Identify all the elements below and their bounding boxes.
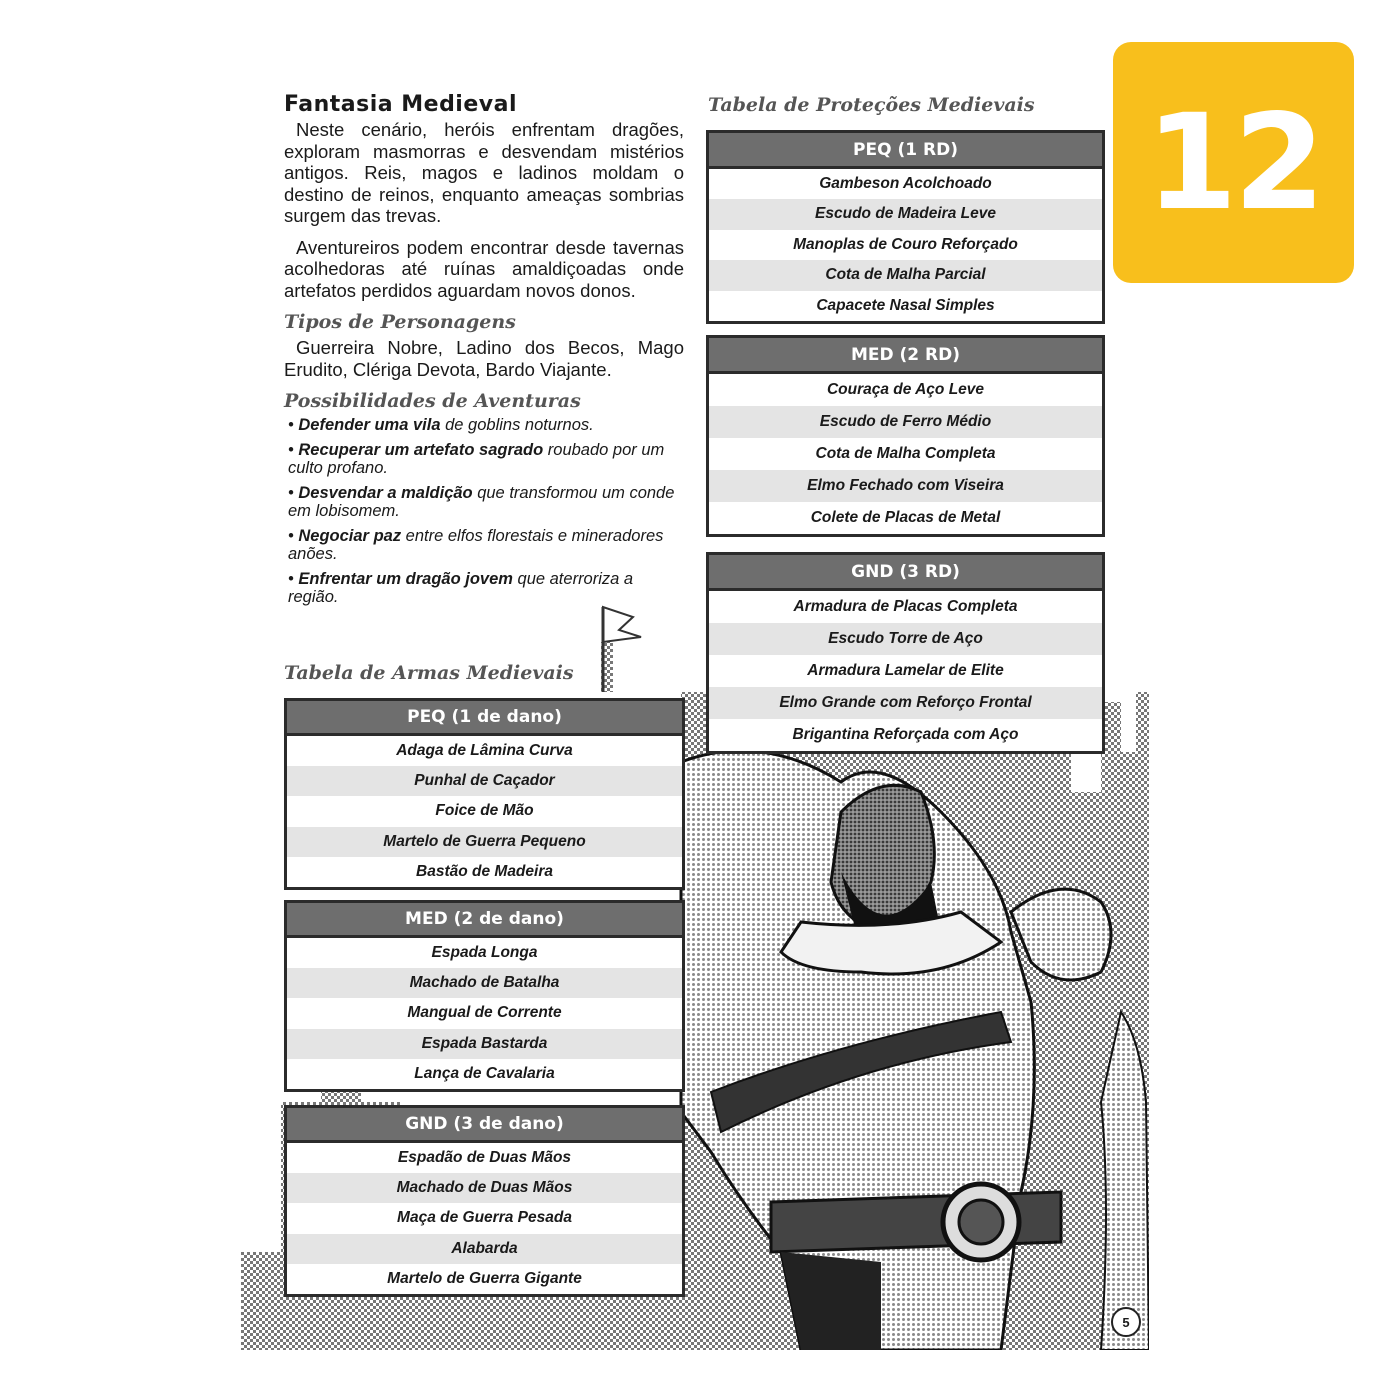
intro-paragraph: Aventureiros podem encontrar desde tavernas acolhedoras até ruínas amaldiçoadas onde artefatos perdidos aguardam novos donos. [284, 236, 684, 301]
table-row: Martelo de Guerra Pequeno [287, 827, 682, 857]
table-row: Bastão de Madeira [287, 857, 682, 887]
weapons-table-large [284, 1105, 685, 1297]
table-row: Elmo Grande com Reforço Frontal [709, 687, 1102, 719]
table-row: Escudo Torre de Aço [709, 623, 1102, 655]
table-row: Lança de Cavalaria [287, 1059, 682, 1089]
table-row: Capacete Nasal Simples [709, 291, 1102, 321]
table-row: Espadão de Duas Mãos [287, 1143, 682, 1173]
left-column [284, 92, 684, 613]
table-row: Elmo Fechado com Viseira [709, 470, 1102, 502]
adventures-list [284, 416, 684, 606]
weapons-table-medium [284, 900, 685, 1092]
table-row: Espada Longa [287, 938, 682, 968]
list-item: • Negociar paz entre elfos florestais e mineradores anões. [288, 527, 664, 563]
table-header: PEQ (1 RD) [709, 133, 1102, 169]
table-row: Manoplas de Couro Reforçado [709, 230, 1102, 260]
intro-paragraph: Neste cenário, heróis enfrentam dragões, exploram masmorras e desvendam mistérios antigos. Reis, magos e ladinos moldam o destino de reinos, enquanto ameaças sombrias surgem das trevas. [284, 119, 684, 226]
table-row: Escudo de Madeira Leve [709, 199, 1102, 229]
weapons-table-small [284, 698, 685, 890]
types-heading: Tipos de Personagens [284, 311, 516, 333]
adventures-heading: Possibilidades de Aventuras [284, 390, 581, 412]
section-title: Fantasia Medieval [284, 92, 518, 117]
table-row: Cota de Malha Completa [709, 438, 1102, 470]
table-row: Punhal de Caçador [287, 766, 682, 796]
protections-table-large [706, 552, 1105, 754]
table-header: MED (2 de dano) [287, 903, 682, 938]
table-row: Espada Bastarda [287, 1029, 682, 1059]
badge-number: 12 [1145, 85, 1322, 240]
table-header: GND (3 RD) [709, 555, 1102, 591]
footer-page-number: 5 [1111, 1307, 1141, 1337]
table-row: Brigantina Reforçada com Aço [709, 719, 1102, 751]
table-row: Armadura de Placas Completa [709, 591, 1102, 623]
table-row: Couraça de Aço Leve [709, 374, 1102, 406]
protections-table-medium [706, 335, 1105, 537]
table-row: Escudo de Ferro Médio [709, 406, 1102, 438]
list-item: • Desvendar a maldição que transformou um conde em lobisomem. [288, 484, 675, 520]
table-header: PEQ (1 de dano) [287, 701, 682, 736]
table-row: Gambeson Acolchoado [709, 169, 1102, 199]
table-row: Machado de Batalha [287, 968, 682, 998]
table-row: Armadura Lamelar de Elite [709, 655, 1102, 687]
list-item: • Defender uma vila de goblins noturnos. [288, 416, 594, 434]
table-row: Maça de Guerra Pesada [287, 1203, 682, 1233]
protections-table-small [706, 130, 1105, 324]
weapons-table-title: Tabela de Armas Medievais [284, 662, 574, 684]
protections-table-title: Tabela de Proteções Medievais [708, 94, 1035, 116]
table-row: Foice de Mão [287, 796, 682, 826]
table-row: Cota de Malha Parcial [709, 260, 1102, 290]
list-item: • Enfrentar um dragão jovem que aterroriza a região. [288, 570, 634, 606]
table-row: Machado de Duas Mãos [287, 1173, 682, 1203]
table-header: MED (2 RD) [709, 338, 1102, 374]
table-row: Alabarda [287, 1234, 682, 1264]
page-number-badge [1113, 42, 1354, 283]
list-item: • Recuperar um artefato sagrado roubado por um culto profano. [288, 441, 665, 477]
table-header: GND (3 de dano) [287, 1108, 682, 1143]
types-text: Guerreira Nobre, Ladino dos Becos, Mago Erudito, Clériga Devota, Bardo Viajante. [284, 337, 684, 380]
table-row: Mangual de Corrente [287, 998, 682, 1028]
table-row: Martelo de Guerra Gigante [287, 1264, 682, 1294]
table-row: Adaga de Lâmina Curva [287, 736, 682, 766]
table-row: Colete de Placas de Metal [709, 502, 1102, 534]
